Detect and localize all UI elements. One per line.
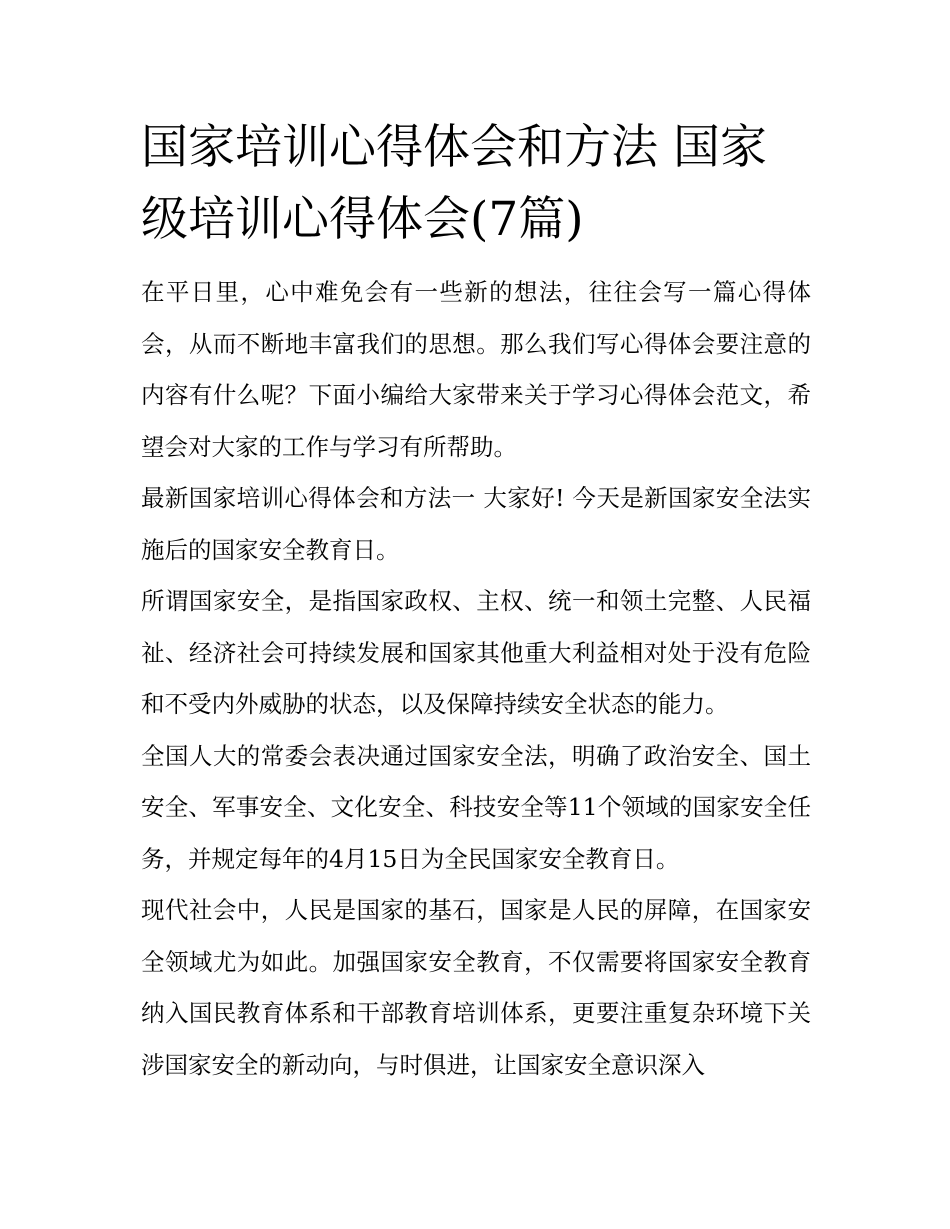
paragraph-intro: 在平日里，心中难免会有一些新的想法，往往会写一篇心得体会，从而不断地丰富我们的思想。那么我们写心得体会要注意的内容有什么呢？下面小编给大家带来关于学习心得体会范文，希望会对大家的工作与学习有所帮助。 — [141, 278, 811, 461]
paragraph-society: 现代社会中，人民是国家的基石，国家是人民的屏障，在国家安全领域尤为如此。加强国家安全教育，不仅需要将国家安全教育纳入国民教育体系和干部教育培训体系，更要注重复杂环境下关涉国家安全的新动向，与时俱进，让国家安全意识深入 — [141, 896, 811, 1079]
document-body — [141, 112, 811, 1091]
paragraph-definition: 所谓国家安全，是指国家政权、主权、统一和领土完整、人民福祉、经济社会可持续发展和国家其他重大利益相对处于没有危险和不受内外威胁的状态，以及保障持续安全状态的能力。 — [141, 587, 811, 718]
paragraph-greeting: 最新国家培训心得体会和方法一 大家好! 今天是新国家安全法实施后的国家安全教育日。 — [141, 484, 811, 564]
document-title: 国家培训心得体会和方法 国家级培训心得体会(7篇) — [141, 120, 767, 247]
paragraph-law: 全国人大的常委会表决通过国家安全法，明确了政治安全、国土安全、军事安全、文化安全、科技安全等11个领域的国家安全任务，并规定每年的4月15日为全民国家安全教育日。 — [141, 741, 811, 873]
